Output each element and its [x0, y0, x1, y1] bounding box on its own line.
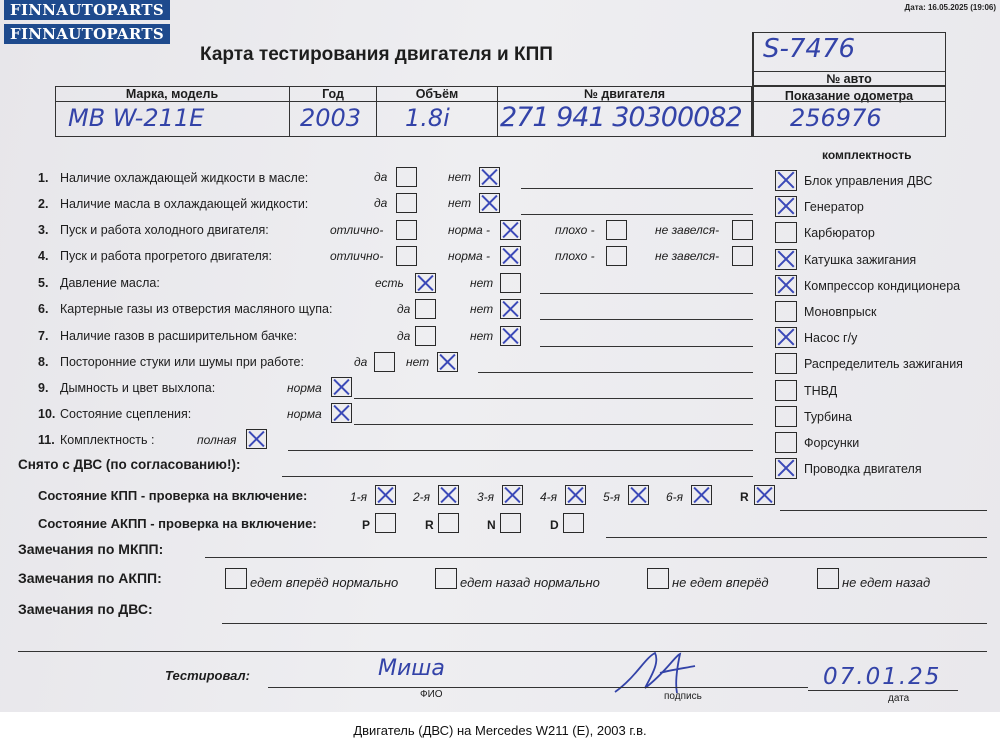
completeness-checkbox[interactable] — [775, 222, 797, 243]
completeness-item-label: Турбина — [804, 409, 852, 424]
item11-full-checkbox[interactable] — [246, 429, 267, 449]
item-number: 5. — [38, 276, 49, 290]
completeness-checkbox[interactable] — [775, 301, 797, 322]
item-label: Давление масла: — [60, 276, 160, 290]
akpp-gear-checkbox[interactable] — [375, 513, 396, 533]
gear-label: 5-я — [603, 490, 621, 504]
form-title: Карта тестирования двигателя и КПП — [200, 44, 553, 65]
completeness-checkbox[interactable] — [775, 170, 797, 191]
completeness-item-label: Катушка зажигания — [804, 252, 917, 267]
item3-excellent-checkbox[interactable] — [396, 220, 417, 240]
item3-bad-checkbox[interactable] — [606, 220, 627, 240]
completeness-item-label: Генератор — [804, 200, 864, 215]
kpp-label: Состояние КПП - проверка на включение: — [38, 488, 308, 503]
item-number: 11. — [38, 433, 55, 447]
volume-value: 1.8i — [405, 104, 450, 132]
gear-label: 1-я — [350, 490, 368, 504]
item5-no-checkbox[interactable] — [500, 273, 521, 293]
akpp-forward-ok-checkbox[interactable] — [225, 568, 247, 589]
item2-no-checkbox[interactable] — [479, 193, 500, 213]
gear-label: 2-я — [413, 490, 431, 504]
item3-nostart-checkbox[interactable] — [732, 220, 753, 240]
akpp-back-ok-checkbox[interactable] — [435, 568, 457, 589]
item-label: Комплектность : — [60, 433, 155, 447]
brand-label: Марка, модель — [125, 87, 219, 101]
gear-label: R — [740, 490, 749, 504]
akpp-no-back-checkbox[interactable] — [817, 568, 839, 589]
extra-notes-line[interactable] — [18, 651, 987, 652]
odometer-value: 256976 — [790, 104, 882, 132]
completeness-item-label: Насос г/у — [804, 331, 858, 346]
item1-no-checkbox[interactable] — [479, 167, 500, 187]
akpp-gear-label: R — [425, 518, 434, 532]
dvs-notes-label: Замечания по ДВС: — [18, 601, 153, 617]
item4-excellent-checkbox[interactable] — [396, 246, 417, 266]
completeness-item-label: Форсунки — [804, 436, 860, 450]
completeness-item-label: Карбюратор — [804, 226, 875, 241]
item1-yes-checkbox[interactable] — [396, 167, 417, 187]
akpp-gear-label: P — [362, 518, 371, 532]
image-caption: Двигатель (ДВС) на Mercedes W211 (E), 2003 г.в. — [0, 712, 1000, 750]
car-number-label: № авто — [826, 72, 872, 86]
engine-number-label: № двигателя — [583, 87, 666, 101]
signature-label: подпись — [664, 691, 702, 702]
item-label: Пуск и работа прогретого двигателя: — [60, 249, 272, 263]
item3-normal-checkbox[interactable] — [500, 220, 521, 240]
item-label: Наличие газов в расширительном бачке: — [60, 329, 298, 343]
mkpp-notes-line[interactable] — [205, 557, 987, 558]
completeness-checkbox[interactable] — [775, 406, 797, 427]
dvs-notes-line[interactable] — [222, 623, 987, 624]
car-number-value: S-7476 — [763, 34, 856, 64]
completeness-checkbox[interactable] — [775, 353, 797, 374]
completeness-item-label: Проводка двигателя — [804, 462, 922, 477]
tested-label: Тестировал: — [165, 668, 250, 683]
gear-checkbox[interactable] — [502, 485, 523, 505]
item7-no-checkbox[interactable] — [500, 326, 521, 346]
akpp-gear-checkbox[interactable] — [438, 513, 459, 533]
item-label: Наличие охлаждающей жидкости в масле: — [60, 171, 309, 185]
item-label: Состояние сцепления: — [60, 407, 192, 421]
completeness-item-label: Компрессор кондиционера — [804, 278, 961, 293]
akpp-gear-label: N — [487, 518, 496, 532]
car-number-cell — [752, 32, 946, 72]
date-label: дата — [888, 693, 910, 704]
odometer-label: Показание одометра — [784, 89, 914, 103]
item-number: 4. — [38, 249, 49, 263]
completeness-item-label: Моновпрыск — [804, 305, 877, 319]
item5-present-checkbox[interactable] — [415, 273, 436, 293]
item-label: Картерные газы из отверстия масляного щупа: — [60, 302, 333, 316]
gear-checkbox[interactable] — [375, 485, 396, 505]
item4-nostart-checkbox[interactable] — [732, 246, 753, 266]
completeness-title: комплектность — [822, 148, 912, 162]
brand-value: MB W-211E — [68, 104, 205, 132]
item-number: 8. — [38, 355, 49, 369]
completeness-checkbox[interactable] — [775, 327, 797, 348]
akpp-gear-checkbox[interactable] — [563, 513, 584, 533]
gear-checkbox[interactable] — [628, 485, 649, 505]
item4-bad-checkbox[interactable] — [606, 246, 627, 266]
item-label: Наличие масла в охлаждающей жидкости: — [60, 197, 309, 211]
tester-name: Миша — [378, 656, 445, 681]
item-number: 3. — [38, 223, 49, 237]
removed-label: Снято с ДВС (по согласованию!): — [18, 457, 241, 472]
item4-normal-checkbox[interactable] — [500, 246, 521, 266]
item10-normal-checkbox[interactable] — [331, 403, 352, 423]
gear-checkbox[interactable] — [438, 485, 459, 505]
akpp-label: Состояние АКПП - проверка на включение: — [38, 516, 317, 531]
completeness-item-label: ТНВД — [804, 383, 838, 398]
item9-normal-checkbox[interactable] — [331, 377, 352, 397]
akpp-gear-checkbox[interactable] — [500, 513, 521, 533]
completeness-checkbox[interactable] — [775, 249, 797, 270]
item8-no-checkbox[interactable] — [437, 352, 458, 372]
engine-number-value: 271 941 30300082 — [500, 102, 742, 133]
item2-yes-checkbox[interactable] — [396, 193, 417, 213]
akpp-gear-label: D — [550, 518, 559, 532]
item-number: 7. — [38, 329, 49, 343]
item6-no-checkbox[interactable] — [500, 299, 521, 319]
akpp-notes-label: Замечания по АКПП: — [18, 570, 162, 586]
gear-label: 4-я — [540, 490, 558, 504]
completeness-checkbox[interactable] — [775, 458, 797, 479]
completeness-item-label: Блок управления ДВС — [804, 174, 933, 188]
akpp-no-forward-checkbox[interactable] — [647, 568, 669, 589]
item-label: Посторонние стуки или шумы при работе: — [60, 355, 304, 369]
item-number: 1. — [38, 171, 49, 185]
item-number: 2. — [38, 197, 49, 211]
item6-yes-checkbox[interactable] — [415, 299, 436, 319]
completeness-checkbox[interactable] — [775, 196, 797, 217]
watermark-top: FINNAUTOPARTS — [4, 0, 170, 20]
item-label: Дымность и цвет выхлопа: — [60, 381, 216, 395]
completeness-item-label: Распределитель зажигания — [804, 357, 963, 372]
year-value: 2003 — [300, 104, 362, 132]
download-date-stamp: Дата: 16.05.2025 (19:06) — [904, 3, 996, 12]
gear-checkbox[interactable] — [754, 485, 775, 505]
item7-yes-checkbox[interactable] — [415, 326, 436, 346]
date-value: 07.01.25 — [823, 664, 942, 690]
item-label: Пуск и работа холодного двигателя: — [60, 223, 269, 237]
item8-yes-checkbox[interactable] — [374, 352, 395, 372]
gear-label: 6-я — [666, 490, 684, 504]
completeness-checkbox[interactable] — [775, 432, 797, 453]
completeness-checkbox[interactable] — [775, 380, 797, 401]
watermark-bottom: FINNAUTOPARTS — [4, 24, 170, 44]
gear-label: 3-я — [477, 490, 495, 504]
item-number: 9. — [38, 381, 49, 395]
completeness-checkbox[interactable] — [775, 275, 797, 296]
volume-label: Объём — [415, 87, 459, 101]
year-label: Год — [322, 87, 344, 101]
item-number: 6. — [38, 302, 49, 316]
test-card: FINNAUTOPARTS FINNAUTOPARTS Дата: 16.05.2025 (19:06) Карта тестирования двигателя и КПП S-7476 № авто Марка, модель Год Объём № двигателя Показание одометра MB W-211E 2003 1.8i 271 941 30300082 256976 комплектность Блок управления ДВС Генератор Карбюратор Катушка зажигания Компрессор кондиционера Моновпрыск Насос г/у Распределитель зажигания ТНВД Турбина Форсунки Проводка двигателя 1. Наличие охлаждающей жидкости в масле: 2. Наличие масла в охлаждающей жидкости: 3. Пуск и работа холодного двигателя: 4. Пуск и работа прогретого двигателя: 5. Давление масла: 6. Картерные газы из отверстия масляного щупа: 7. Наличие газов в расширительном бачке: 8. Посторонние стуки или шумы при работе: 9. Дымность и цвет выхлопа: 10. Состояние сцепления: 11. Комплектность : да нет да нет отлично- норма - плохо - не завелся- отлично- норма - плохо - не завелся- есть нет да нет да нет да нет норма норма полная Снято с ДВС (по согласованию!): Состояние КПП - проверка на включение: 1-я 2-я 3-я 4-я 5-я 6-я R Состояние АКПП - проверка на включение: P R N D Замечания по МКПП: Замечания по АКПП: едет вперёд нормально едет назад нормально не едет вперёд не едет назад Замечания по ДВС: Тестировал: Миша ФИО подпись 07.01.25 дата — [0, 0, 1000, 712]
item-number: 10. — [38, 407, 56, 421]
mkpp-notes-label: Замечания по МКПП: — [18, 541, 164, 557]
gear-checkbox[interactable] — [691, 485, 712, 505]
gear-checkbox[interactable] — [565, 485, 586, 505]
fio-label: ФИО — [420, 689, 443, 700]
